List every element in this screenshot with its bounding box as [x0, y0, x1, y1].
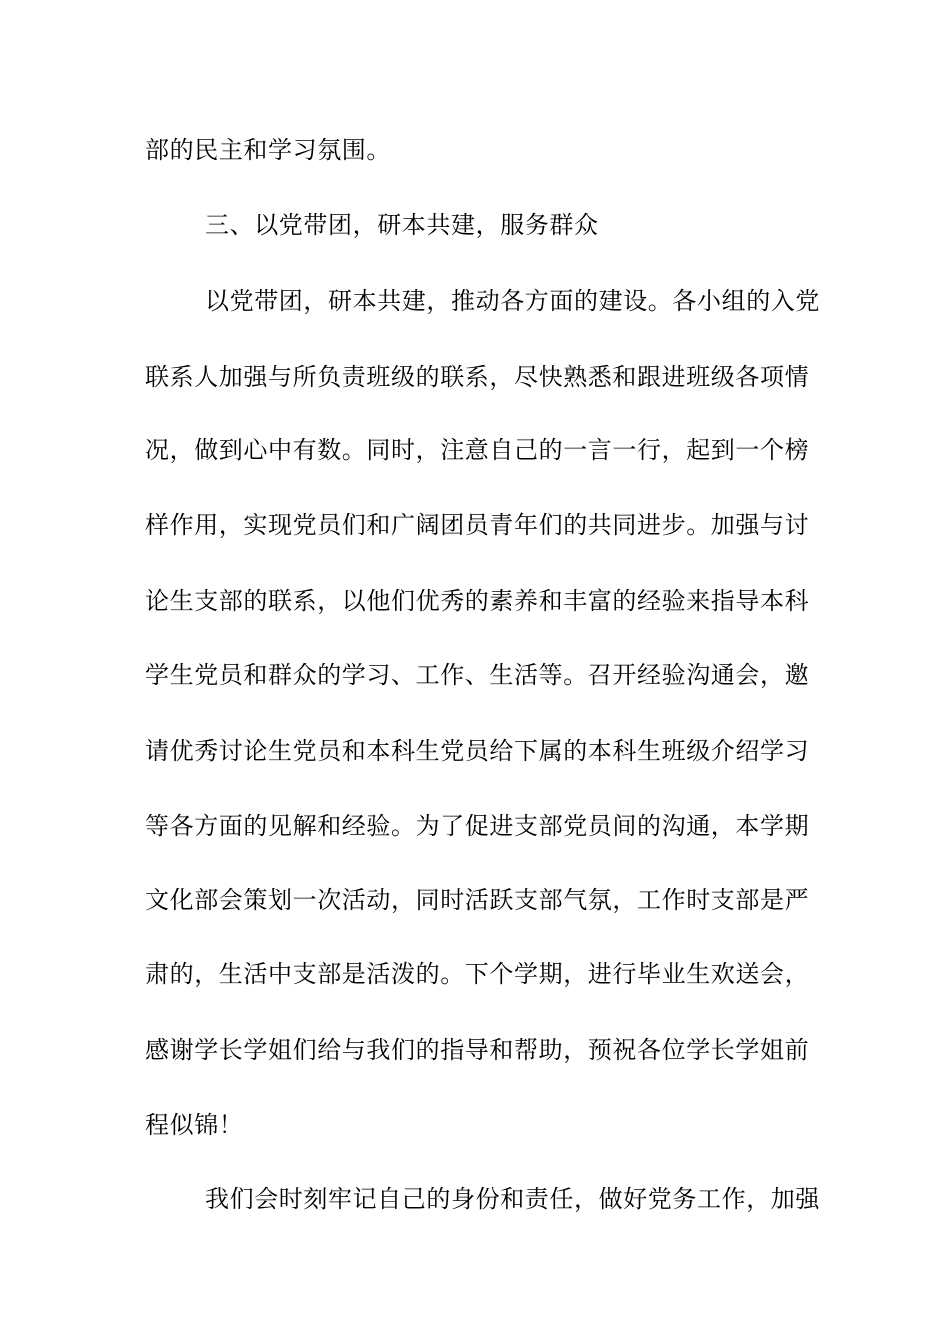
section-heading: 三、以党带团，研本共建，服务群众	[205, 211, 599, 239]
paragraph-line: 论生支部的联系，以他们优秀的素养和丰富的经验来指导本科	[145, 587, 810, 615]
paragraph-line: 感谢学长学姐们给与我们的指导和帮助，预祝各位学长学姐前	[145, 1036, 810, 1064]
paragraph-line: 肃的，生活中支部是活泼的。下个学期，进行毕业生欢送会，	[145, 960, 810, 988]
paragraph-line: 等各方面的见解和经验。为了促进支部党员间的沟通，本学期	[145, 812, 810, 840]
paragraph-line: 况，做到心中有数。同时，注意自己的一言一行，起到一个榜	[145, 436, 810, 464]
paragraph-line: 程似锦！	[145, 1111, 244, 1139]
paragraph-line: 文化部会策划一次活动，同时活跃支部气氛，工作时支部是严	[145, 886, 810, 914]
paragraph-line: 联系人加强与所负责班级的联系，尽快熟悉和跟进班级各项情	[145, 363, 810, 391]
paragraph-line: 请优秀讨论生党员和本科生党员给下属的本科生班级介绍学习	[145, 737, 810, 765]
paragraph-line: 学生党员和群众的学习、工作、生活等。召开经验沟通会，邀	[145, 661, 810, 689]
paragraph-line: 我们会时刻牢记自己的身份和责任，做好党务工作，加强	[205, 1185, 820, 1213]
paragraph-line: 以党带团，研本共建，推动各方面的建设。各小组的入党	[205, 287, 820, 315]
paragraph-line: 样作用，实现党员们和广阔团员青年们的共同进步。加强与讨	[145, 511, 810, 539]
paragraph-line: 部的民主和学习氛围。	[145, 136, 391, 164]
